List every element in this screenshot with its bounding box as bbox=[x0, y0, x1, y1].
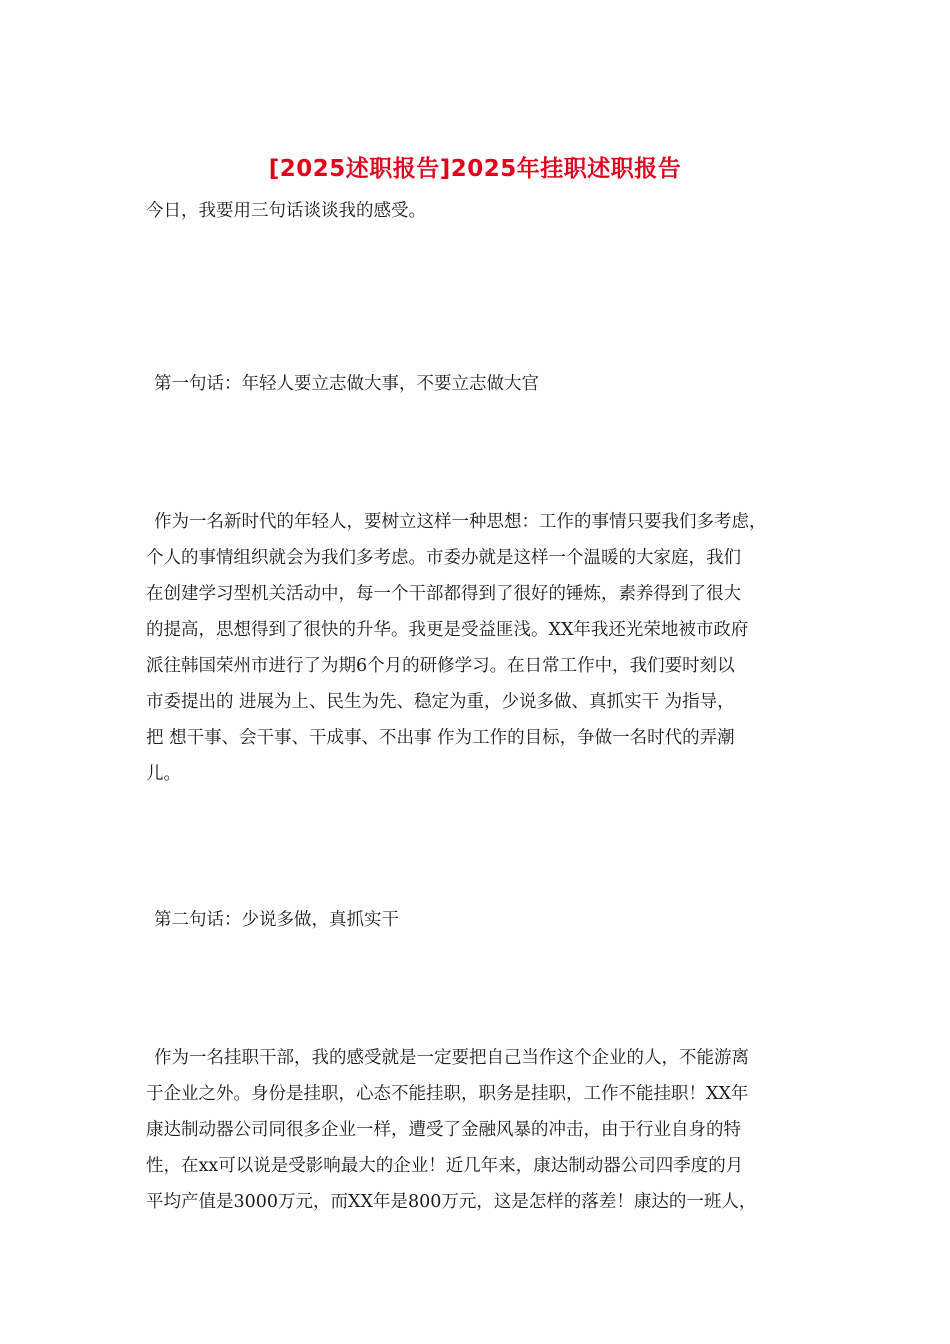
paragraph-line: 儿。 bbox=[146, 764, 181, 784]
document-title: [2025述职报告]2025年挂职述职报告 bbox=[268, 156, 682, 182]
section1-heading: 第一句话：年轻人要立志做大事，不要立志做大官 bbox=[154, 374, 539, 394]
paragraph-line: 市委提出的 进展为上、民生为先、稳定为重，少说多做、真抓实干 为指导， bbox=[146, 692, 735, 712]
paragraph-line: 派往韩国荣州市进行了为期6个月的研修学习。在日常工作中，我们要时刻以 bbox=[146, 656, 735, 676]
paragraph-line: 的提高，思想得到了很快的升华。我更是受益匪浅。XX年我还光荣地被市政府 bbox=[146, 620, 749, 640]
paragraph-line: 作为一名挂职干部，我的感受就是一定要把自己当作这个企业的人，不能游离 bbox=[154, 1048, 749, 1068]
paragraph-line: 在创建学习型机关活动中，每一个干部都得到了很好的锤炼，素养得到了很大 bbox=[146, 584, 741, 604]
paragraph-line: 个人的事情组织就会为我们多考虑。市委办就是这样一个温暖的大家庭，我们 bbox=[146, 548, 741, 568]
intro-text: 今日，我要用三句话谈谈我的感受。 bbox=[146, 201, 426, 221]
paragraph-line: 作为一名新时代的年轻人，要树立这样一种思想：工作的事情只要我们多考虑， bbox=[154, 512, 767, 532]
paragraph-line: 于企业之外。身份是挂职，心态不能挂职，职务是挂职，工作不能挂职！XX年 bbox=[146, 1084, 749, 1104]
section2-heading: 第二句话：少说多做，真抓实干 bbox=[154, 910, 399, 930]
paragraph-line: 把 想干事、会干事、干成事、不出事 作为工作的目标，争做一名时代的弄潮 bbox=[146, 728, 735, 748]
paragraph-line: 性，在xx可以说是受影响最大的企业！近几年来，康达制动器公司四季度的月 bbox=[146, 1156, 744, 1176]
paragraph-line: 康达制动器公司同很多企业一样，遭受了金融风暴的冲击，由于行业自身的特 bbox=[146, 1120, 741, 1140]
paragraph-line: 平均产值是3000万元，而XX年是800万元，这是怎样的落差！康达的一班人， bbox=[146, 1192, 757, 1212]
